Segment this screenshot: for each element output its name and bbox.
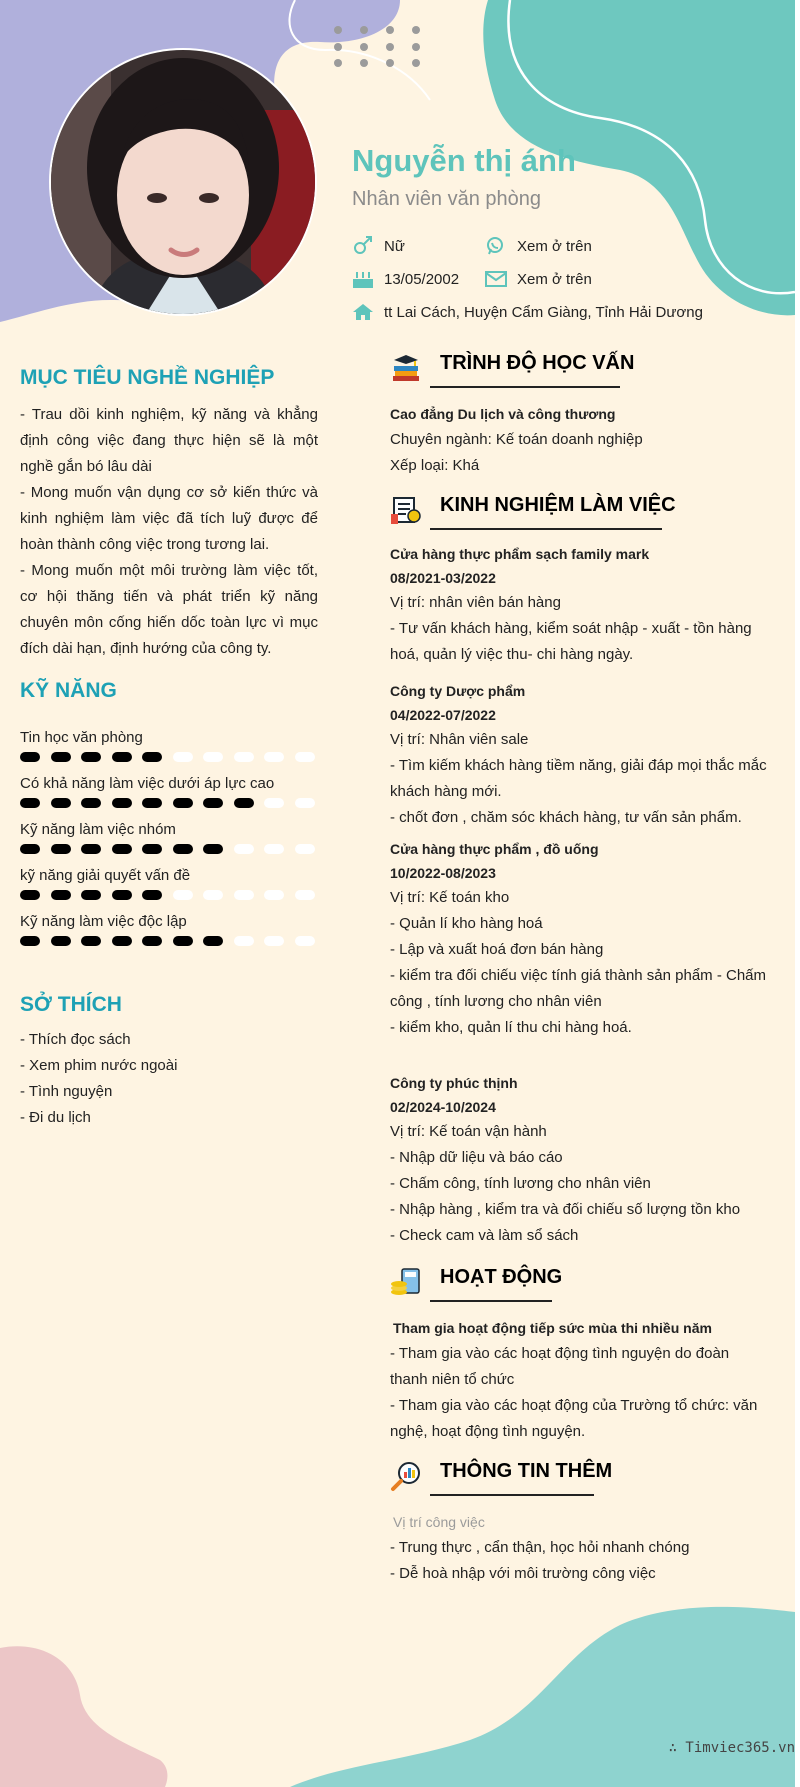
profile-photo [51, 50, 315, 314]
education-grade: Xếp loại: Khá [390, 457, 480, 474]
hobby-item: - Tình nguyện [20, 1083, 113, 1100]
skill-level-dash-filled [234, 798, 254, 808]
books-icon [390, 352, 422, 384]
skill-bar [20, 936, 320, 948]
experience-item [390, 1071, 770, 1249]
experience-item [390, 679, 770, 831]
experience-title: KINH NGHIỆM LÀM VIỆC [440, 494, 676, 516]
skill-level-dash-empty [264, 936, 284, 946]
activities-content [390, 1315, 770, 1445]
home-icon [352, 302, 374, 322]
skill-level-dash-filled [142, 844, 162, 854]
education-underline [430, 386, 620, 388]
hobbies-title: SỞ THÍCH [20, 993, 122, 1016]
skill-level-dash-empty [173, 752, 193, 762]
additional-line: - Trung thực , cẩn thận, học hỏi nhanh chóng [390, 1539, 690, 1556]
experience-line: - Quản lí kho hàng hoá [390, 915, 543, 932]
experience-line: Vị trí: Nhân viên sale [390, 731, 529, 748]
gender-icon [352, 236, 374, 256]
skill-level-dash-filled [51, 798, 71, 808]
experience-line: - Nhập dữ liệu và báo cáo [390, 1149, 563, 1166]
skill-level-dash-filled [20, 844, 40, 854]
skill-level-dash-filled [112, 798, 132, 808]
objective-line: - Trau dồi kinh nghiệm, kỹ năng và khẳng định công việc đang thực hiện sẽ là một nghề gắn bó lâu dài [20, 406, 318, 475]
skill-level-dash-filled [112, 936, 132, 946]
skill-level-dash-filled [20, 752, 40, 762]
education-title: TRÌNH ĐỘ HỌC VẤN [440, 352, 635, 374]
experience-line: - kiểm kho, quản lí thu chi hàng hoá. [390, 1019, 632, 1036]
company-name: Cửa hàng thực phẩm sạch family mark [390, 546, 650, 562]
skill-level-dash-filled [173, 936, 193, 946]
email-value[interactable]: Xem ở trên [517, 270, 592, 288]
skill-level-dash-filled [51, 844, 71, 854]
company-name: Cửa hàng thực phẩm , đồ uống [390, 841, 599, 857]
skill-level-dash-filled [81, 844, 101, 854]
skill-level-dash-filled [112, 890, 132, 900]
objective-title: MỤC TIÊU NGHỀ NGHIỆP [20, 366, 275, 389]
address-value: tt Lai Cách, Huyện Cẩm Giàng, Tỉnh Hải Dương [384, 303, 703, 321]
objective-line: - Mong muốn vận dụng cơ sở kiến thức và kinh nghiệm làm việc đã tích luỹ được để hoàn thành công việc trong tương lai. [20, 484, 318, 553]
skill-level-dash-empty [264, 752, 284, 762]
skill-bar [20, 752, 320, 764]
skill-level-dash-empty [203, 752, 223, 762]
skill-level-dash-empty [264, 798, 284, 808]
education-content [390, 401, 770, 479]
company-name: Công ty phúc thịnh [390, 1075, 518, 1091]
skill-level-dash-empty [264, 890, 284, 900]
additional-subtitle: Vị trí công việc [393, 1514, 485, 1530]
phone-row [485, 236, 592, 256]
skill-level-dash-filled [20, 936, 40, 946]
skill-level-dash-empty [234, 936, 254, 946]
hobbies-list [20, 1027, 320, 1131]
experience-line: - Tư vấn khách hàng, kiểm soát nhập - xuất - tồn hàng hoá, quản lý việc thu- chi hàng ngày. [390, 620, 752, 663]
candidate-position: Nhân viên văn phòng [352, 188, 542, 210]
skill-level-dash-filled [142, 936, 162, 946]
skill-level-dash-empty [295, 936, 315, 946]
additional-header [390, 1456, 613, 1496]
skill-level-dash-empty [295, 798, 315, 808]
skill-level-dash-empty [203, 890, 223, 900]
experience-line: - kiểm tra đối chiếu việc tính giá thành sản phẩm - Chấm công , tính lương cho nhân viên [390, 967, 767, 1010]
objective-line: - Mong muốn một môi trường làm việc tốt, cơ hội thăng tiến và phát triển kỹ năng chuyên môn cống hiến dốc toàn lực vì mục đích dài hạn, định hướng của công ty. [20, 562, 318, 657]
skill-level-dash-filled [81, 798, 101, 808]
additional-line: - Dễ hoà nhập với môi trường công việc [390, 1565, 656, 1582]
gender-row [352, 236, 405, 256]
skill-level-dash-filled [142, 890, 162, 900]
additional-content [390, 1509, 770, 1587]
skill-level-dash-filled [20, 798, 40, 808]
objective-content [20, 402, 318, 662]
skill-level-dash-filled [112, 844, 132, 854]
activity-heading: Tham gia hoạt động tiếp sức mùa thi nhiều năm [393, 1320, 712, 1336]
skill-level-dash-empty [295, 752, 315, 762]
school-name: Cao đẳng Du lịch và công thương [390, 406, 616, 422]
email-icon [485, 269, 507, 289]
work-period: 02/2024-10/2024 [390, 1099, 496, 1115]
hobby-item: - Xem phim nước ngoài [20, 1057, 178, 1074]
skill-level-dash-filled [81, 890, 101, 900]
skill-bar [20, 890, 320, 902]
experience-header [390, 490, 676, 530]
education-header [390, 348, 635, 388]
work-period: 04/2022-07/2022 [390, 707, 496, 723]
skill-level-dash-empty [234, 844, 254, 854]
skill-level-dash-filled [51, 936, 71, 946]
magnifier-chart-icon [390, 1460, 422, 1492]
skill-level-dash-filled [203, 798, 223, 808]
skill-level-dash-empty [295, 844, 315, 854]
skill-level-dash-empty [264, 844, 284, 854]
activities-title: HOẠT ĐỘNG [440, 1266, 563, 1288]
skill-level-dash-filled [203, 844, 223, 854]
experience-line: - Check cam và làm sổ sách [390, 1227, 579, 1244]
work-period: 10/2022-08/2023 [390, 865, 496, 881]
skill-level-dash-filled [142, 752, 162, 762]
dot-pattern [328, 22, 428, 70]
experience-item [390, 837, 770, 1041]
experience-line: - Tìm kiếm khách hàng tiềm năng, giải đáp mọi thắc mắc khách hàng mới. [390, 757, 767, 800]
experience-line: Vị trí: Kế toán kho [390, 889, 510, 906]
experience-line: - Lập và xuất hoá đơn bán hàng [390, 941, 604, 958]
skill-level-dash-filled [51, 890, 71, 900]
skill-level-dash-filled [173, 844, 193, 854]
experience-item [390, 542, 770, 668]
skill-level-dash-filled [81, 936, 101, 946]
candidate-name: Nguyễn thị ánh [352, 143, 576, 178]
experience-line: - Nhập hàng , kiểm tra và đối chiếu số lượng tồn kho [390, 1201, 741, 1218]
certificate-icon [390, 494, 422, 526]
birthday-row [352, 269, 459, 289]
experience-underline [430, 528, 662, 530]
skill-level-dash-filled [173, 798, 193, 808]
hobby-item: - Thích đọc sách [20, 1031, 131, 1048]
skill-level-dash-filled [51, 752, 71, 762]
skill-label: Kỹ năng làm việc độc lập [20, 913, 187, 930]
skill-level-dash-empty [295, 890, 315, 900]
skill-bar [20, 798, 320, 810]
experience-line: Vị trí: Kế toán vận hành [390, 1123, 547, 1140]
phone-value[interactable]: Xem ở trên [517, 237, 592, 255]
experience-line: - Chấm công, tính lương cho nhân viên [390, 1175, 651, 1192]
hobby-item: - Đi du lịch [20, 1109, 91, 1126]
education-major: Chuyên ngành: Kế toán doanh nghiệp [390, 431, 643, 448]
skill-label: Tin học văn phòng [20, 729, 143, 746]
skill-level-dash-filled [112, 752, 132, 762]
company-name: Công ty Dược phẩm [390, 683, 526, 699]
birthday-cake-icon [352, 269, 374, 289]
skill-level-dash-empty [234, 752, 254, 762]
skill-label: Có khả năng làm việc dưới áp lực cao [20, 775, 275, 792]
skills-title: KỸ NĂNG [20, 679, 117, 702]
activity-line: - Tham gia vào các hoạt động tình nguyện do đoàn thanh niên tổ chức [390, 1345, 730, 1388]
activity-line: - Tham gia vào các hoạt động của Trường tổ chức: văn nghệ, hoạt động tình nguyện. [390, 1397, 758, 1440]
skill-level-dash-filled [203, 936, 223, 946]
skill-level-dash-empty [173, 890, 193, 900]
birthday-value: 13/05/2002 [384, 270, 460, 288]
calculator-coins-icon [390, 1266, 422, 1298]
work-period: 08/2021-03/2022 [390, 570, 496, 586]
activities-underline [430, 1300, 552, 1302]
experience-line: Vị trí: nhân viên bán hàng [390, 594, 561, 611]
skill-label: Kỹ năng làm việc nhóm [20, 821, 176, 838]
additional-title: THÔNG TIN THÊM [440, 1460, 613, 1482]
gender-value: Nữ [384, 237, 405, 255]
phone-icon [485, 236, 507, 256]
skill-level-dash-filled [20, 890, 40, 900]
skill-label: kỹ năng giải quyết vấn đề [20, 867, 191, 884]
activities-header [390, 1262, 563, 1302]
address-row [352, 302, 703, 322]
watermark: ∴ Timviec365.vn [668, 1740, 795, 1756]
skill-level-dash-filled [142, 798, 162, 808]
experience-line: - chốt đơn , chăm sóc khách hàng, tư vấn sản phẩm. [390, 809, 742, 826]
additional-underline [430, 1494, 594, 1496]
skill-level-dash-filled [81, 752, 101, 762]
email-row [485, 269, 592, 289]
skill-level-dash-empty [234, 890, 254, 900]
skill-bar [20, 844, 320, 856]
